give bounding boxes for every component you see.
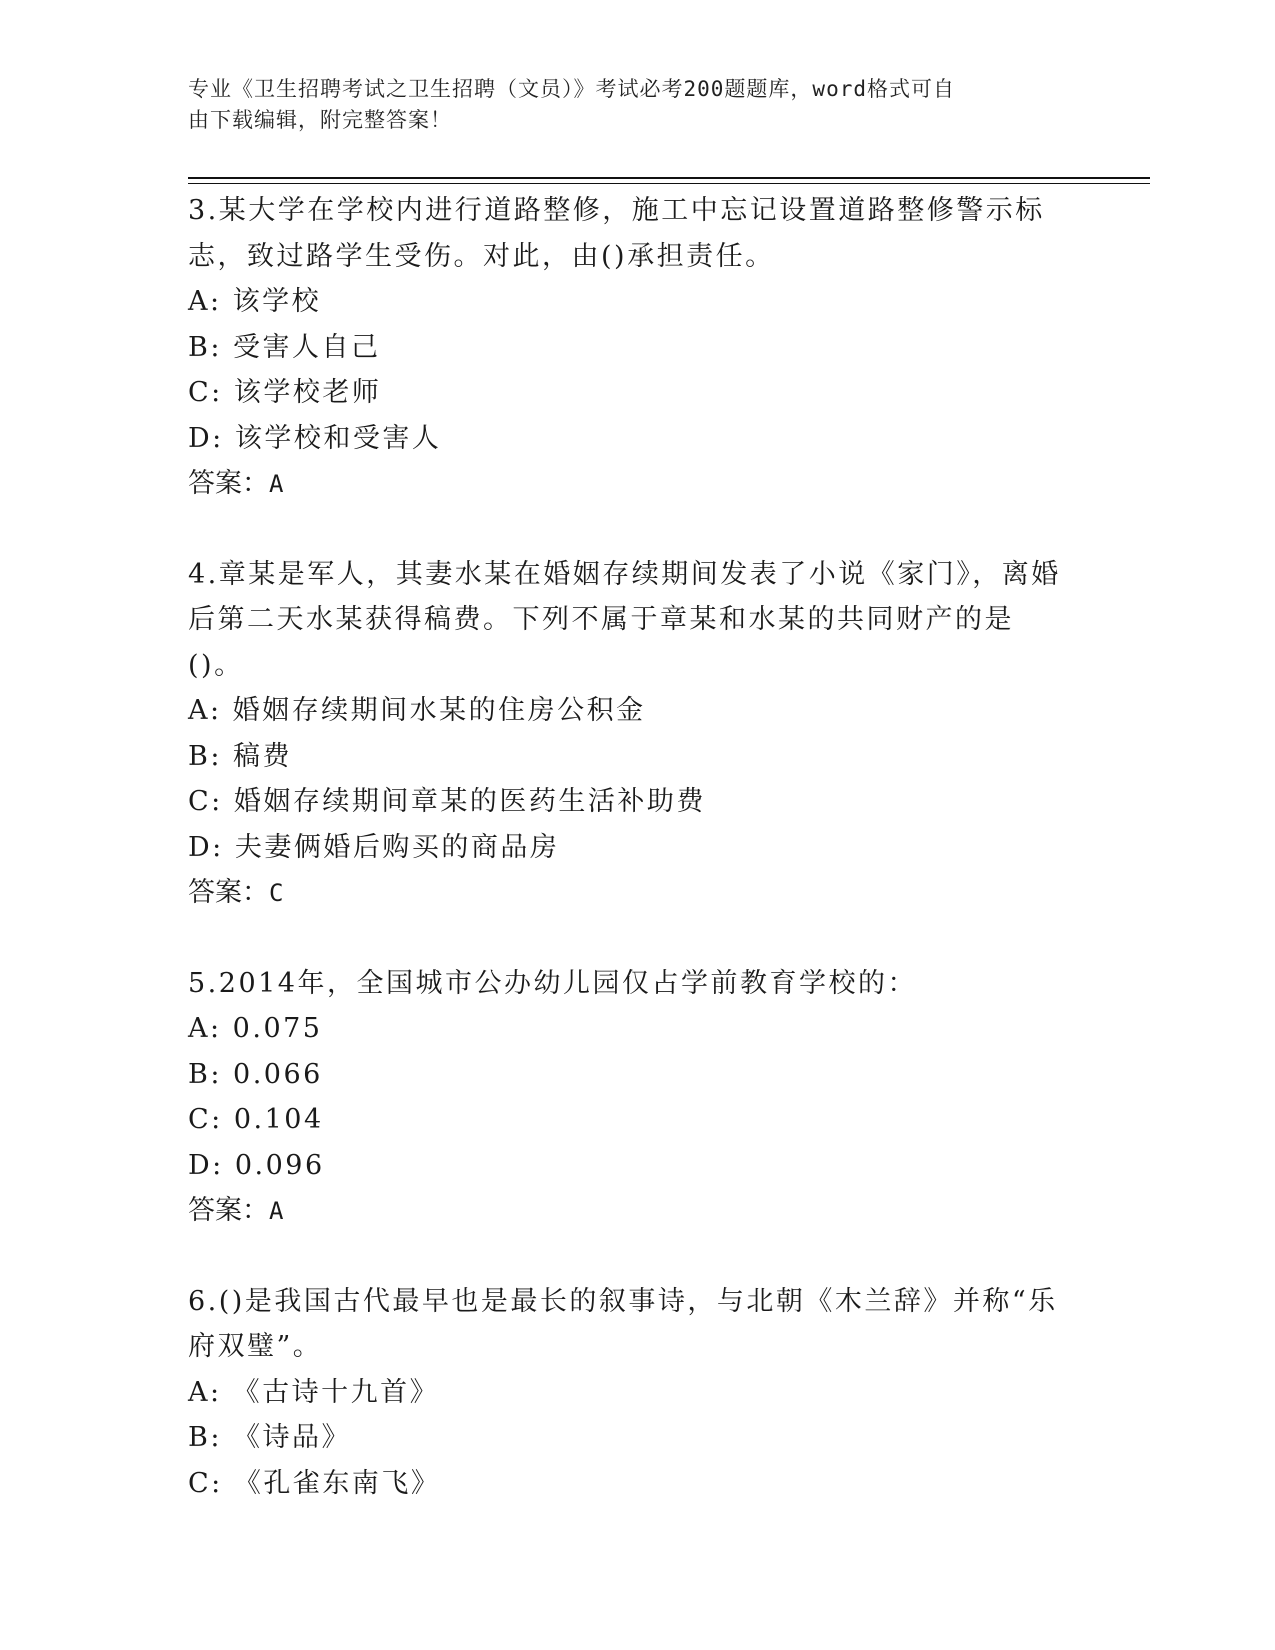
- header-line-1: 专业《卫生招聘考试之卫生招聘（文员）》考试必考200题题库，word格式可自: [188, 77, 955, 101]
- header-divider-thick: [188, 177, 1150, 179]
- document-header: [188, 74, 1068, 136]
- question-3: [188, 188, 1068, 508]
- answer-line: [188, 1188, 1068, 1235]
- option-a: A: 婚姻存续期间水某的住房公积金: [188, 695, 646, 726]
- question-stem: 6.()是我国古代最早也是最长的叙事诗，与北朝《木兰辞》并称“乐府双璧”。: [188, 1285, 1058, 1362]
- option-b: B: 《诗品》: [188, 1422, 352, 1453]
- option-a: A: 0.075: [188, 1013, 323, 1044]
- answer-label: 答案：: [188, 468, 269, 499]
- option-c: C: 0.104: [188, 1104, 324, 1135]
- answer-line: [188, 870, 1068, 917]
- option-c: C: 《孔雀东南飞》: [188, 1467, 441, 1499]
- option-a: A: 该学校: [188, 286, 322, 317]
- option-b: B: 0.066: [188, 1058, 323, 1090]
- answer-label: 答案：: [188, 1195, 269, 1226]
- answer-label: 答案：: [188, 877, 269, 908]
- option-c: C: 婚姻存续期间章某的医药生活补助费: [188, 786, 706, 817]
- question-5: [188, 961, 1068, 1235]
- header-line-2: 由下载编辑，附完整答案！: [188, 108, 452, 132]
- answer-line: [188, 461, 1068, 508]
- option-a: A: 《古诗十九首》: [188, 1376, 440, 1408]
- question-4: [188, 552, 1068, 917]
- answer-value: A: [269, 1197, 284, 1225]
- header-divider-thin: [188, 183, 1150, 184]
- answer-value: C: [269, 879, 284, 907]
- question-6: [188, 1279, 1068, 1507]
- question-stem: 4.章某是军人，其妻水某在婚姻存续期间发表了小说《家门》，离婚后第二天水某获得稿费。下列不属于章某和水某的共同财产的是()。: [188, 558, 1061, 681]
- question-stem: 3.某大学在学校内进行道路整修，施工中忘记设置道路整修警示标志，致过路学生受伤。对此，由()承担责任。: [188, 195, 1045, 272]
- option-d: D: 该学校和受害人: [188, 422, 442, 454]
- question-list: [188, 188, 1068, 1506]
- option-b: B: 受害人自己: [188, 331, 381, 363]
- option-d: D: 夫妻俩婚后购买的商品房: [188, 831, 560, 863]
- option-c: C: 该学校老师: [188, 377, 382, 408]
- option-d: D: 0.096: [188, 1149, 325, 1181]
- option-b: B: 稿费: [188, 740, 293, 772]
- question-stem: 5.2014年，全国城市公办幼儿园仅占学前教育学校的：: [188, 967, 917, 999]
- answer-value: A: [269, 470, 284, 498]
